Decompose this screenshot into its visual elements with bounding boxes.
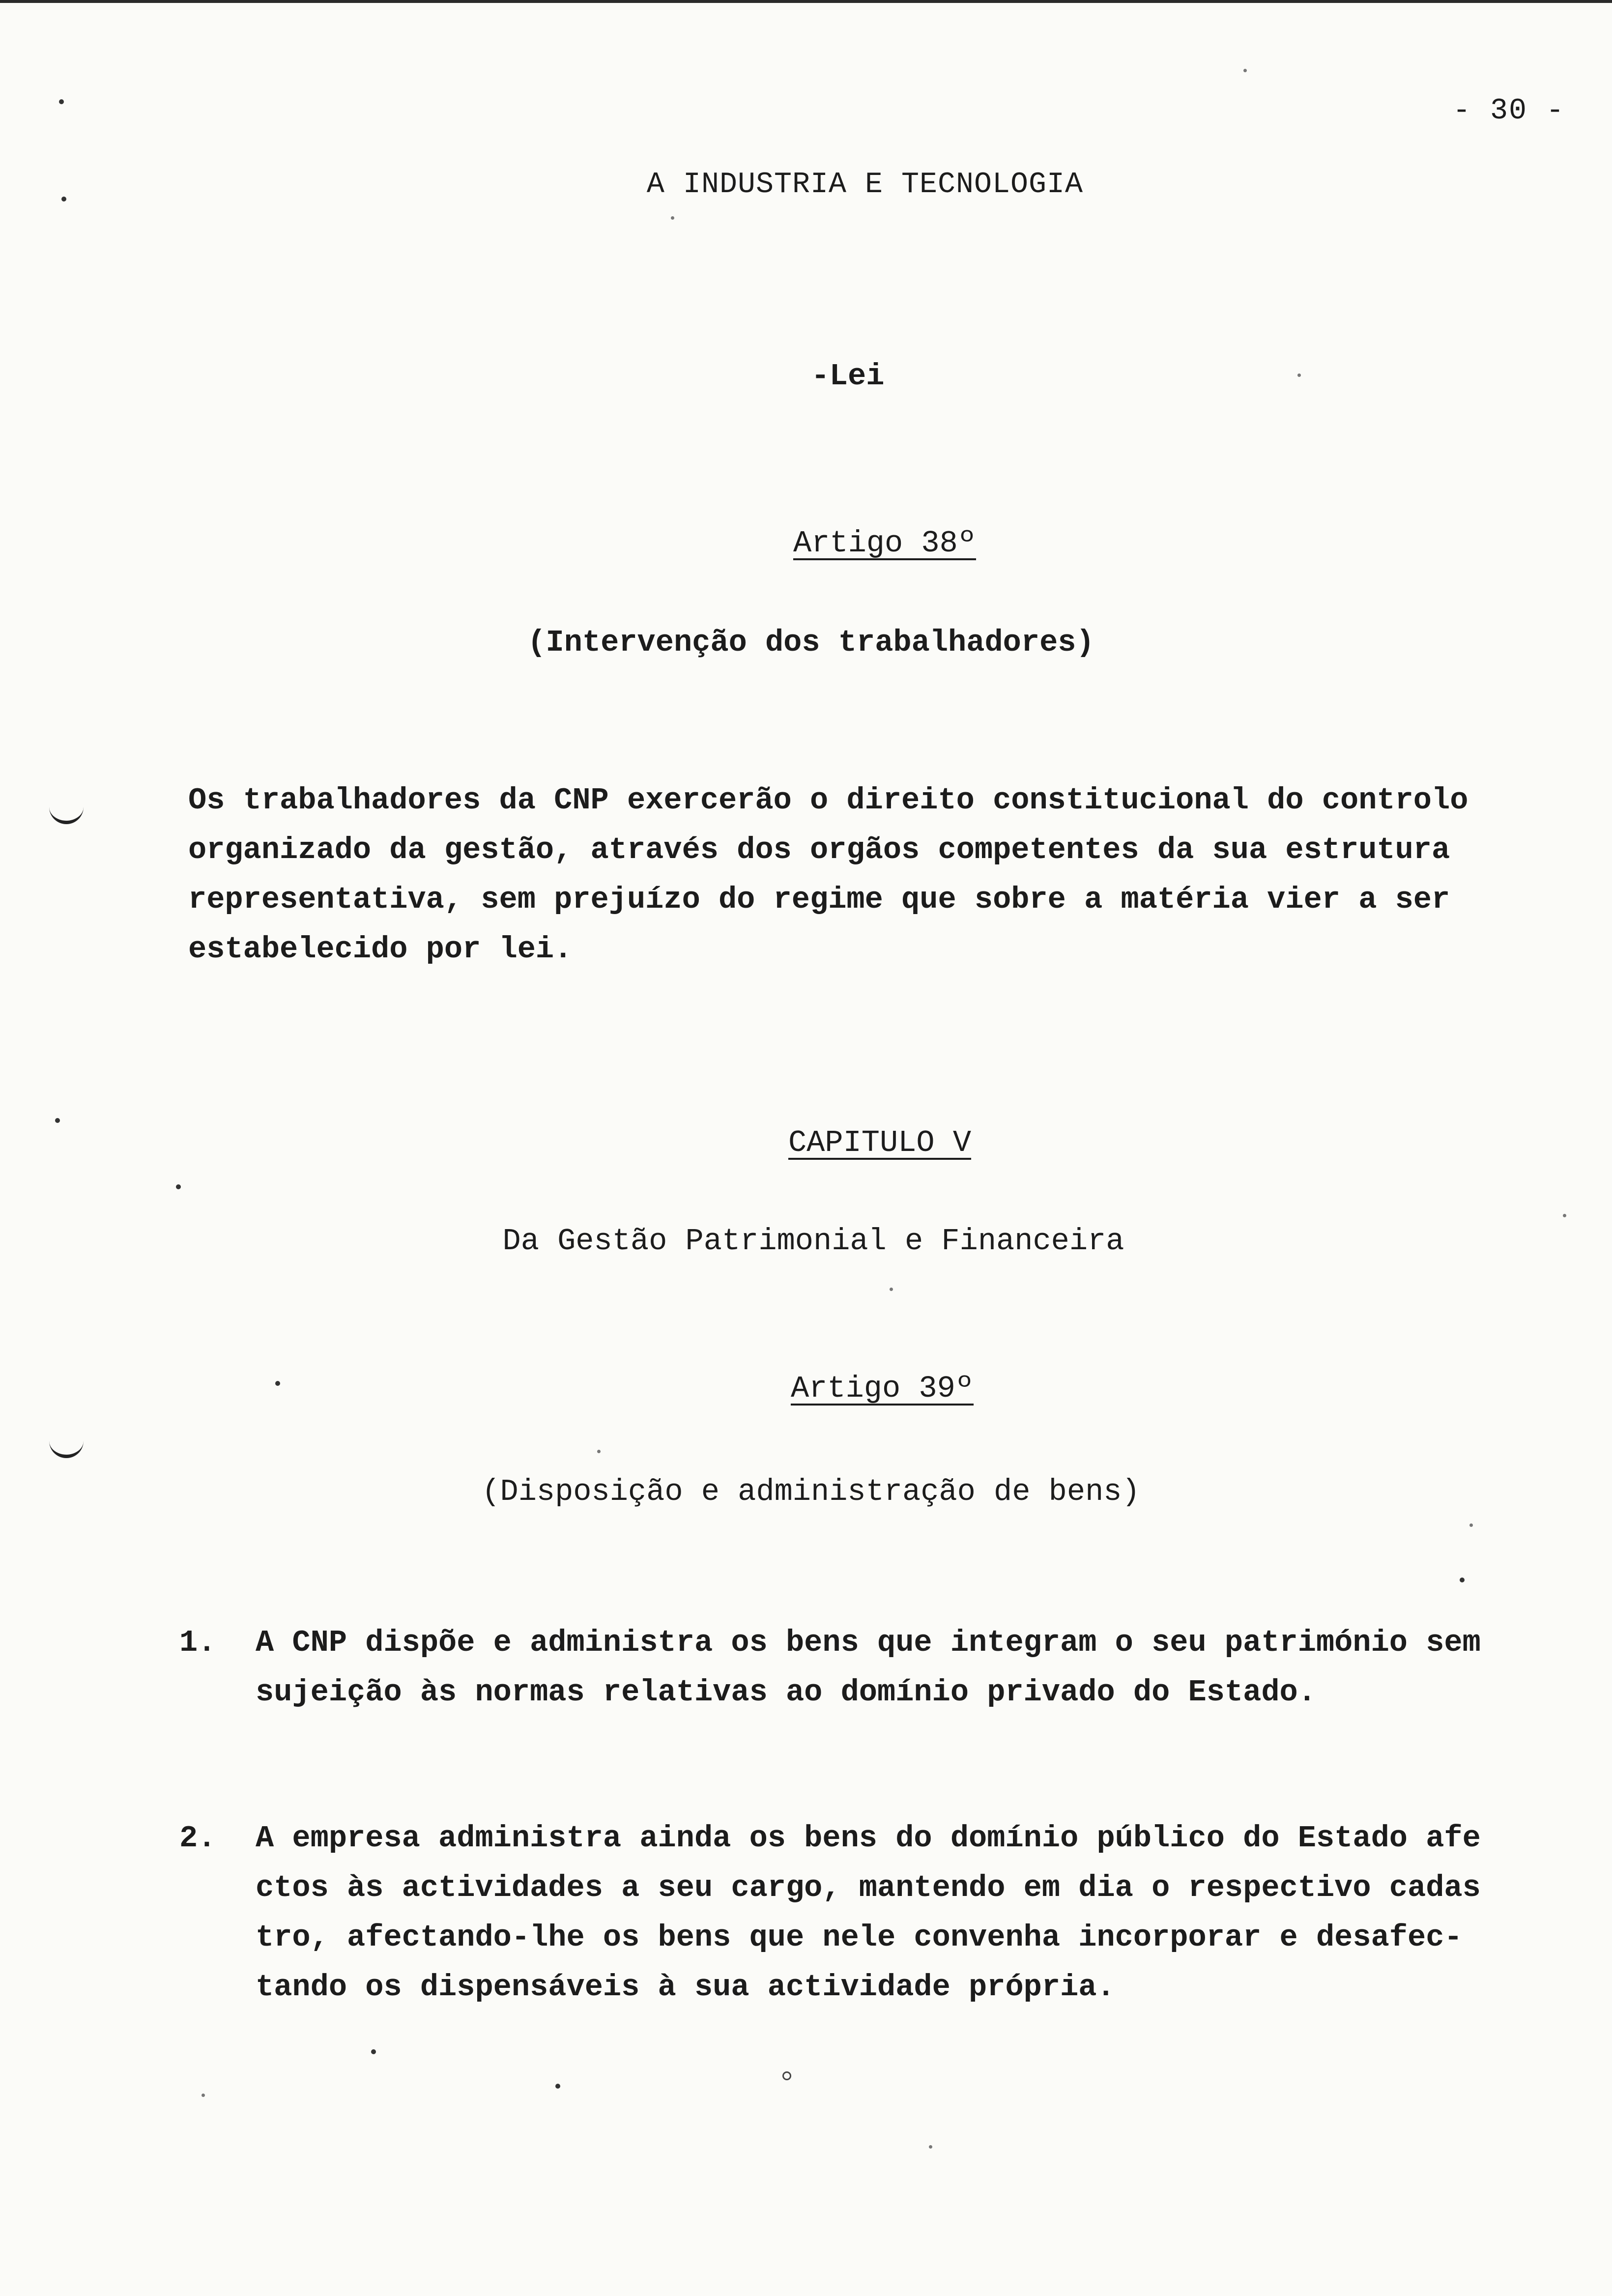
scan-speck: [55, 1118, 60, 1123]
scan-speck: [176, 1184, 181, 1189]
punch-hole-mark: [49, 1435, 84, 1458]
item-number: 1.: [179, 1625, 216, 1660]
scan-speck: [782, 2071, 791, 2080]
article-39-heading-text: Artigo 39º: [790, 1371, 974, 1406]
paragraph-line: Os trabalhadores da CNP exercerão o direito constitucional do controlo: [188, 783, 1468, 818]
page-number: - 30 -: [1452, 94, 1565, 128]
item-line: tro, afectando-lhe os bens que nele convenha incorporar e desafec-: [256, 1920, 1463, 1955]
article-38-paragraph: [188, 775, 1584, 974]
scan-speck: [671, 216, 674, 220]
scan-speck: [1563, 1214, 1566, 1217]
scan-speck: [1297, 373, 1301, 377]
item-line: tando os dispensáveis à sua actividade própria.: [256, 1970, 1115, 2005]
scan-speck: [555, 2084, 560, 2089]
scan-speck: [371, 2049, 376, 2054]
chapter-5-title: Da Gestão Patrimonial e Financeira: [502, 1224, 1124, 1259]
chapter-5-heading: [0, 1125, 1612, 1160]
article-38-title: (Intervenção dos trabalhadores): [527, 625, 1094, 660]
scan-speck: [597, 1450, 601, 1453]
article-39-heading: [0, 1371, 1612, 1406]
paragraph-line: representativa, sem prejuízo do regime que sobre a matéria vier a ser: [188, 882, 1450, 917]
item-line: A CNP dispõe e administra os bens que integram o seu património sem: [256, 1625, 1481, 1660]
scan-speck: [929, 2145, 932, 2149]
scan-speck: [275, 1381, 280, 1386]
item-line: ctos às actividades a seu cargo, mantendo em dia o respectivo cadas: [256, 1870, 1481, 1905]
paragraph-line: organizado da gestão, através dos orgãos competentes da sua estrutura: [188, 832, 1450, 867]
article-39-title: (Disposição e administração de bens): [482, 1474, 1140, 1509]
scan-speck: [61, 197, 66, 201]
running-header: A INDUSTRIA E TECNOLOGIA: [646, 168, 1084, 201]
chapter-5-heading-text: CAPITULO V: [788, 1125, 972, 1160]
scan-speck: [890, 1288, 893, 1291]
item-number: 2.: [179, 1821, 216, 1856]
item-line: A empresa administra ainda os bens do domínio público do Estado afe: [256, 1821, 1481, 1856]
article-38-heading-text: Artigo 38º: [793, 526, 977, 561]
scan-speck: [59, 99, 64, 104]
scan-speck: [1460, 1578, 1465, 1582]
punch-hole-mark: [49, 801, 84, 824]
item-line: sujeição às normas relativas ao domínio privado do Estado.: [256, 1675, 1316, 1710]
top-border-line: [0, 0, 1612, 3]
law-label: -Lei: [811, 359, 885, 394]
paragraph-line: estabelecido por lei.: [188, 932, 573, 967]
scan-speck: [202, 2094, 205, 2097]
article-38-heading: [0, 526, 1612, 561]
item-text: [256, 1813, 1592, 2012]
scan-speck: [1243, 69, 1247, 72]
item-text: [256, 1618, 1592, 1717]
scan-speck: [1469, 1523, 1473, 1527]
